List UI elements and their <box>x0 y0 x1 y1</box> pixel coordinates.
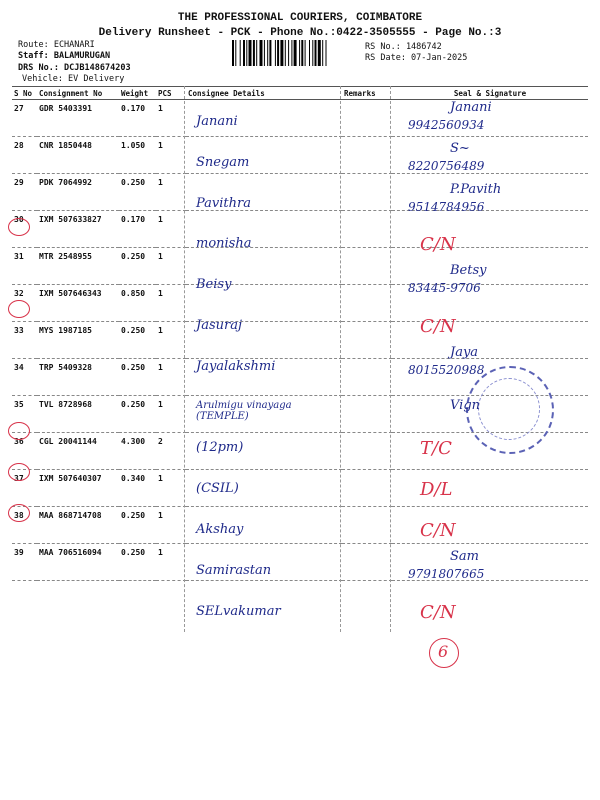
signature-handwriting: C/N <box>420 520 456 541</box>
weight-cell: 4.300 <box>119 433 156 470</box>
sno-cell: 37 <box>12 470 37 507</box>
col-sno: S No <box>12 87 37 100</box>
signature-handwriting: C/N <box>420 234 456 256</box>
pcs-cell: 1 <box>156 248 186 285</box>
pcs-cell: 1 <box>156 211 186 248</box>
signature-handwriting: S~ <box>450 140 470 156</box>
sno-cell: 35 <box>12 396 37 433</box>
weight-cell: 0.250 <box>119 359 156 396</box>
phone-handwriting: 8015520988 <box>408 362 485 377</box>
consignment-cell: CGL 20041144 <box>37 433 119 470</box>
weight-cell: 0.250 <box>119 322 156 359</box>
phone-handwriting: 9514784956 <box>408 199 485 214</box>
phone-handwriting: 8220756489 <box>408 158 485 173</box>
sno-cell: 28 <box>12 137 37 174</box>
page-total: 6 <box>438 642 449 661</box>
consignment-cell: MYS 1987185 <box>37 322 119 359</box>
col-remarks: Remarks <box>342 87 392 100</box>
table-row <box>12 507 588 544</box>
pcs-cell: 1 <box>156 137 186 174</box>
pcs-cell: 1 <box>156 396 186 433</box>
weight-cell: 0.250 <box>119 507 156 544</box>
signature-handwriting: T/C <box>420 438 452 460</box>
table-row <box>12 174 588 211</box>
table-row <box>12 322 588 359</box>
sno-cell: 27 <box>12 100 37 137</box>
table-row <box>12 137 588 174</box>
consignment-cell: PDK 7064992 <box>37 174 119 211</box>
sno-cell: 36 <box>12 433 37 470</box>
remarks-cell <box>342 322 392 359</box>
weight-cell: 0.170 <box>119 211 156 248</box>
route-label: Route: ECHANARI <box>18 40 95 50</box>
company-title: THE PROFESSIONAL COURIERS, COIMBATORE <box>177 12 423 24</box>
weight-cell: 0.850 <box>119 285 156 322</box>
consignee-handwriting: Samirastan <box>196 562 272 578</box>
consignment-cell: TVL 8728968 <box>37 396 119 433</box>
consignee-handwriting: Beisy <box>196 277 232 293</box>
consignee-handwriting: Jayalakshmi <box>196 358 276 374</box>
signature-handwriting: Janani <box>450 100 492 115</box>
signature-handwriting: D/L <box>420 479 453 501</box>
runsheet-table <box>12 86 588 581</box>
pcs-cell: 1 <box>156 470 186 507</box>
table-row <box>12 248 588 285</box>
remarks-cell <box>342 507 392 544</box>
table-header <box>12 87 588 100</box>
runsheet-subtitle: Delivery Runsheet - PCK - Phone No.:0422-3505555 - Page No.:3 <box>98 27 502 39</box>
consignment-cell: GDR 5403391 <box>37 100 119 137</box>
consignee-handwriting: Janani <box>196 114 238 129</box>
consignee-handwriting: (12pm) <box>196 440 244 456</box>
consignee-handwriting: Pavithra <box>196 195 251 211</box>
sno-cell: 33 <box>12 322 37 359</box>
sno-cell: 31 <box>12 248 37 285</box>
table-row <box>12 100 588 137</box>
col-weight: Weight <box>119 87 156 100</box>
pcs-cell: 1 <box>156 285 186 322</box>
remarks-cell <box>342 396 392 433</box>
table-row <box>12 470 588 507</box>
remarks-cell <box>342 470 392 507</box>
phone-handwriting: 9942560934 <box>408 118 485 132</box>
remarks-cell <box>342 359 392 396</box>
consignee-handwriting: Akshay <box>196 522 244 537</box>
drs-label: DRS No.: DCJB148674203 <box>18 63 131 73</box>
pcs-cell: 1 <box>156 507 186 544</box>
remarks-cell <box>342 285 392 322</box>
table-row <box>12 544 588 581</box>
column-divider <box>390 86 391 632</box>
consignee-handwriting: Arulmigu vinayaga (TEMPLE) <box>196 399 292 422</box>
sno-cell: 32 <box>12 285 37 322</box>
table-row <box>12 211 588 248</box>
sno-cell: 30 <box>12 211 37 248</box>
consignment-cell: IXM 507633827 <box>37 211 119 248</box>
consignment-cell: MTR 2548955 <box>37 248 119 285</box>
remarks-cell <box>342 248 392 285</box>
weight-cell: 1.050 <box>119 137 156 174</box>
col-consignment: Consignment No <box>37 87 119 100</box>
weight-cell: 0.340 <box>119 470 156 507</box>
pcs-cell: 1 <box>156 100 186 137</box>
consignee-handwriting: Jasuraj <box>196 318 243 333</box>
pcs-cell: 2 <box>156 433 186 470</box>
serial-circle-mark <box>8 504 30 522</box>
signature-handwriting: C/N <box>420 601 456 623</box>
signature-handwriting: P.Pavith <box>450 181 502 197</box>
consignment-cell: CNR 1850448 <box>37 137 119 174</box>
remarks-cell <box>342 100 392 137</box>
signature-handwriting: Betsy <box>450 263 487 279</box>
sno-cell: 39 <box>12 544 37 581</box>
remarks-cell <box>342 544 392 581</box>
weight-cell: 0.250 <box>119 174 156 211</box>
consignee-handwriting: monisha <box>196 236 252 252</box>
consignment-cell: MAA 868714708 <box>37 507 119 544</box>
remarks-cell <box>342 433 392 470</box>
serial-circle-mark <box>8 300 30 318</box>
remarks-cell <box>342 174 392 211</box>
signature-handwriting: Jaya <box>450 344 479 360</box>
consignment-cell: TRP 5409328 <box>37 359 119 396</box>
phone-handwriting: 83445-9706 <box>408 281 481 296</box>
remarks-cell <box>342 137 392 174</box>
pcs-cell: 1 <box>156 359 186 396</box>
col-consignee: Consignee Details <box>186 87 342 100</box>
rs-number: RS No.: 1486742 <box>365 42 442 52</box>
sno-cell: 38 <box>12 507 37 544</box>
consignee-handwriting: (CSIL) <box>196 481 239 497</box>
signature-handwriting: Vign <box>450 397 481 413</box>
consignee-handwriting: Snegam <box>196 154 250 170</box>
consignment-cell: IXM 507640307 <box>37 470 119 507</box>
rs-date: RS Date: 07-Jan-2025 <box>365 53 468 63</box>
staff-label: Staff: BALAMURUGAN <box>18 51 111 61</box>
barcode <box>232 40 357 66</box>
sno-cell: 29 <box>12 174 37 211</box>
weight-cell: 0.170 <box>119 100 156 137</box>
column-divider <box>184 86 185 632</box>
pcs-cell: 1 <box>156 544 186 581</box>
phone-handwriting: 9791807665 <box>408 566 485 581</box>
signature-handwriting: C/N <box>420 316 456 337</box>
weight-cell: 0.250 <box>119 544 156 581</box>
pcs-cell: 1 <box>156 322 186 359</box>
vehicle-label: Vehicle: EV Delivery <box>22 74 125 84</box>
table-row <box>12 285 588 322</box>
remarks-cell <box>342 211 392 248</box>
col-pcs: PCS <box>156 87 186 100</box>
consignee-handwriting: SELvakumar <box>196 603 281 619</box>
pcs-cell: 1 <box>156 174 186 211</box>
col-seal: Seal & Signature <box>392 87 588 100</box>
consignment-cell: IXM 507646343 <box>37 285 119 322</box>
consignment-cell: MAA 706516094 <box>37 544 119 581</box>
signature-handwriting: Sam <box>450 548 479 564</box>
weight-cell: 0.250 <box>119 396 156 433</box>
weight-cell: 0.250 <box>119 248 156 285</box>
sno-cell: 34 <box>12 359 37 396</box>
column-divider <box>340 86 341 632</box>
